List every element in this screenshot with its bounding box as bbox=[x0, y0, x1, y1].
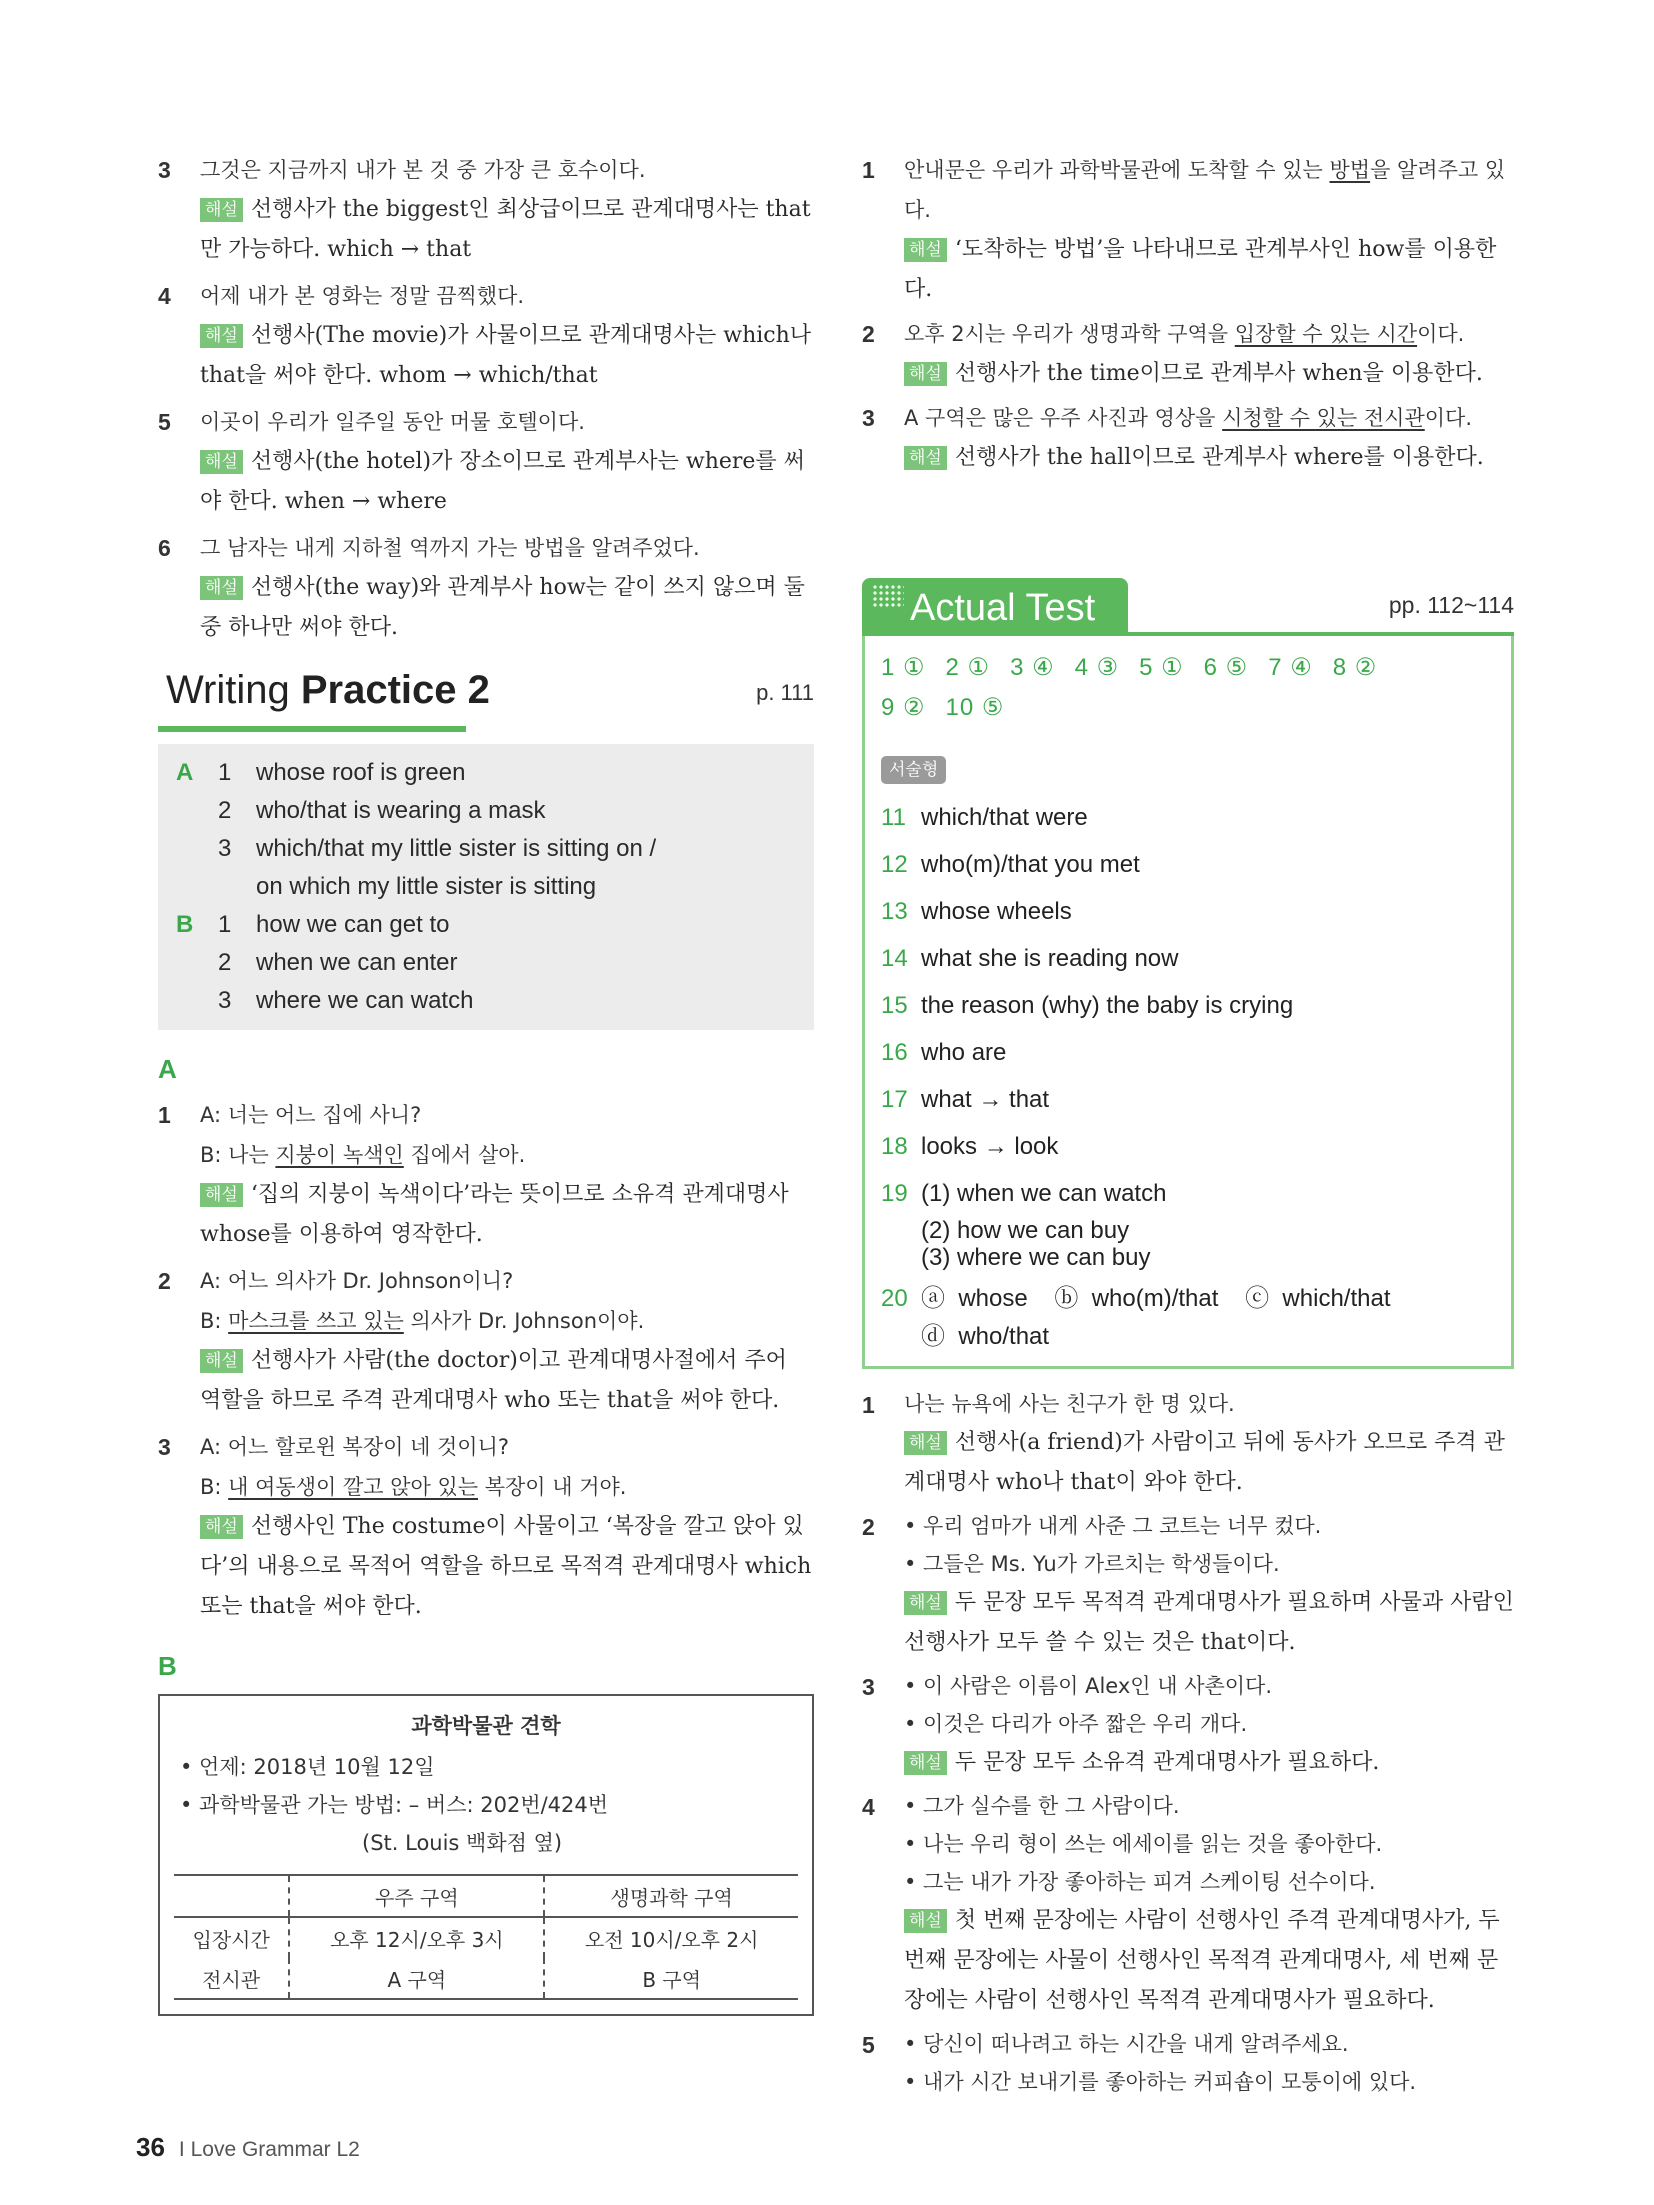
item-number: 5 bbox=[862, 2032, 875, 2058]
explanation-item bbox=[862, 1507, 1514, 1663]
answer-number: 18 bbox=[881, 1133, 908, 1160]
answer-row bbox=[176, 868, 800, 906]
notice-line: • 과학박물관 가는 방법: – 버스: 202번/424번 bbox=[180, 1793, 609, 1817]
actual-test-title: Actual Test bbox=[910, 587, 1096, 629]
mc-answer: 10 ⑤ bbox=[945, 694, 1005, 721]
answer-subline: (2) how we can buy bbox=[921, 1217, 1130, 1244]
korean-sentence: • 그들은 Ms. Yu가 가르치는 학생들이다. bbox=[904, 1552, 1280, 1576]
underlined-target: 지붕이 녹색인 bbox=[275, 1143, 404, 1167]
explanation-item bbox=[862, 1667, 1514, 1783]
explanation-text bbox=[200, 442, 814, 522]
speaker-prefix: B: bbox=[200, 1475, 229, 1499]
mc-answer: 6 ⑤ bbox=[1203, 654, 1249, 681]
explanation-body: 두 문장 모두 소유격 관계대명사가 필요하다. bbox=[954, 1750, 1380, 1775]
answer-text: which/that were bbox=[921, 804, 1088, 831]
explanation-item bbox=[158, 1095, 814, 1255]
table-cell bbox=[174, 1875, 289, 1917]
dialogue-line-b bbox=[200, 1301, 814, 1341]
answer-row bbox=[176, 830, 800, 868]
section-a-label: A bbox=[158, 1054, 177, 1084]
item-number: 2 bbox=[158, 1268, 171, 1294]
korean-sentence: • 이것은 다리가 아주 짧은 우리 개다. bbox=[904, 1712, 1248, 1736]
korean-sentence: • 나는 우리 형이 쓰는 에세이를 읽는 것을 좋아한다. bbox=[904, 1832, 1383, 1856]
book-title: I Love Grammar L2 bbox=[178, 2138, 360, 2161]
sentence-text: 이다. bbox=[1417, 322, 1465, 346]
korean-sentence: 그것은 지금까지 내가 본 것 중 가장 큰 호수이다. bbox=[200, 158, 646, 182]
answer-text: which/that my little sister is sitting on / bbox=[256, 835, 657, 862]
short-answer bbox=[881, 935, 1495, 982]
answer-subline: (3) where we can buy bbox=[921, 1244, 1151, 1271]
explanation-tag: 해설 bbox=[200, 324, 243, 348]
answer-number: 3 bbox=[218, 987, 232, 1014]
explanation-item bbox=[158, 528, 814, 648]
notice-line: (St. Louis 백화점 옆) bbox=[362, 1831, 563, 1855]
explanation-tag: 해설 bbox=[904, 362, 947, 386]
dialogue-line-b bbox=[200, 1135, 814, 1175]
notice-line: • 언제: 2018년 10월 12일 bbox=[180, 1755, 435, 1779]
explanation-tag: 해설 bbox=[904, 1431, 947, 1455]
korean-sentence: 나는 뉴욕에 사는 친구가 한 명 있다. bbox=[904, 1392, 1235, 1416]
mc-answer: 4 ③ bbox=[1074, 654, 1120, 681]
answer-text: who(m)/that you met bbox=[921, 851, 1140, 878]
speaker-prefix: A: bbox=[200, 1435, 228, 1459]
korean-sentence bbox=[904, 398, 1514, 438]
answer-number: 2 bbox=[218, 797, 232, 824]
item-number: 3 bbox=[158, 1434, 171, 1460]
explanation-text bbox=[904, 1743, 1514, 1783]
explanation-tag: 해설 bbox=[200, 1183, 243, 1207]
writing-practice-answer-box bbox=[158, 744, 814, 1030]
item-number: 2 bbox=[862, 321, 875, 347]
short-answer bbox=[881, 1076, 1495, 1123]
mc-answer: 7 ④ bbox=[1268, 654, 1313, 681]
explanation-tag: 해설 bbox=[200, 450, 243, 474]
korean-sentence: 그 남자는 내게 지하철 역까지 가는 방법을 알려주었다. bbox=[200, 536, 700, 560]
item-number: 1 bbox=[158, 1102, 171, 1128]
sentence-text: 이다. bbox=[1424, 406, 1472, 430]
item-number: 1 bbox=[862, 1392, 875, 1418]
item-number: 6 bbox=[158, 535, 171, 561]
answer-number: 11 bbox=[881, 804, 906, 831]
explanation-tag: 해설 bbox=[200, 576, 243, 600]
explanation-text bbox=[200, 1175, 814, 1255]
korean-sentence bbox=[904, 314, 1514, 354]
answer-number: 14 bbox=[881, 945, 908, 972]
table-cell: B 구역 bbox=[544, 1958, 798, 1999]
explanation-tag: 해설 bbox=[904, 1591, 947, 1615]
korean-sentence: 이곳이 우리가 일주일 동안 머물 호텔이다. bbox=[200, 410, 585, 434]
item-number: 4 bbox=[158, 283, 171, 309]
sentence-text: 안내문은 우리가 과학박물관에 도착할 수 있는 bbox=[904, 158, 1330, 182]
actual-test-header bbox=[862, 578, 1514, 634]
explanation-item bbox=[158, 150, 814, 270]
answer-text: whose roof is green bbox=[256, 759, 466, 786]
answer-text: who/that is wearing a mask bbox=[256, 797, 546, 824]
mc-answer: 1 ① bbox=[881, 654, 926, 681]
sentence-text: A 구역은 많은 우주 사진과 영상을 bbox=[904, 406, 1223, 430]
section-letter: B bbox=[176, 911, 194, 938]
right-column bbox=[862, 150, 1514, 2105]
short-answer bbox=[881, 1275, 1495, 1352]
table-cell: 오전 10시/오후 2시 bbox=[544, 1917, 798, 1958]
left-column bbox=[158, 150, 814, 2016]
explanation-text bbox=[200, 1341, 814, 1421]
explanation-text bbox=[904, 230, 1514, 310]
explanation-text bbox=[200, 316, 814, 396]
answer-text: the reason (why) the baby is crying bbox=[921, 992, 1294, 1019]
short-answer bbox=[881, 888, 1495, 935]
explanation-body: 첫 번째 문장에는 사람이 선행사인 주격 관계대명사가, 두 번째 문장에는 사물이 선행사인 목적격 관계대명사, 세 번째 문장에는 사람이 선행사인 목적격 관계대명사가 필요하다. bbox=[904, 1908, 1500, 2013]
answer-text: where we can watch bbox=[256, 987, 474, 1014]
answer-number: 1 bbox=[218, 911, 232, 938]
korean-sentence bbox=[904, 150, 1514, 230]
title-underline-bar bbox=[158, 726, 466, 732]
explanation-item bbox=[862, 398, 1514, 478]
underlined-target: 입장할 수 있는 시간 bbox=[1234, 322, 1418, 346]
answer-number: 17 bbox=[881, 1086, 908, 1113]
dots-decoration-icon bbox=[872, 584, 904, 608]
sentence-text: 오후 2시는 우리가 생명과학 구역을 bbox=[904, 322, 1235, 346]
item-number: 3 bbox=[862, 405, 875, 431]
answer-row bbox=[176, 792, 800, 830]
answer-text: whose wheels bbox=[921, 898, 1072, 925]
explanation-tag: 해설 bbox=[904, 1751, 947, 1775]
answer-row bbox=[176, 944, 800, 982]
explanation-text bbox=[904, 1901, 1514, 2021]
table-row bbox=[174, 1958, 798, 1999]
explanation-body: 두 문장 모두 목적격 관계대명사가 필요하며 사물과 사람인 선행사가 모두 쓸 수 있는 것은 that이다. bbox=[904, 1590, 1514, 1655]
dialogue-text: 집에서 살아. bbox=[403, 1143, 526, 1167]
dialogue-line-a bbox=[200, 1427, 814, 1467]
header-rule bbox=[862, 632, 1514, 636]
subjective-tag: 서술형 bbox=[881, 756, 946, 784]
mc-answer: 5 ① bbox=[1139, 654, 1184, 681]
underlined-target: 마스크를 쓰고 있는 bbox=[228, 1309, 404, 1333]
dialogue-text: 의사가 Dr. Johnson이야. bbox=[403, 1309, 645, 1333]
mc-answer: 8 ② bbox=[1332, 654, 1378, 681]
explanation-body: 선행사(the way)와 관계부사 how는 같이 쓰지 않으며 둘 중 하나만 써야 한다. bbox=[200, 575, 805, 640]
explanation-tag: 해설 bbox=[904, 238, 947, 262]
page-number: 36 bbox=[136, 2132, 165, 2162]
explanation-body: ‘도착하는 방법’을 나타내므로 관계부사인 how를 이용한다. bbox=[904, 237, 1497, 302]
explanation-item bbox=[862, 150, 1514, 310]
answer-row bbox=[176, 982, 800, 1020]
section-letter: A bbox=[176, 759, 194, 786]
explanation-tag: 해설 bbox=[904, 1909, 947, 1933]
short-answer-list bbox=[881, 794, 1495, 1352]
speaker-prefix: A: bbox=[200, 1269, 228, 1293]
dialogue-line-a bbox=[200, 1095, 814, 1135]
explanation-body: 선행사(a friend)가 사람이고 뒤에 동사가 오므로 주격 관계대명사 who나 that이 와야 한다. bbox=[904, 1430, 1505, 1495]
item-number: 3 bbox=[862, 1674, 875, 1700]
mc-answer: 2 ① bbox=[945, 654, 991, 681]
korean-sentence: • 그는 내가 가장 좋아하는 피겨 스케이팅 선수이다. bbox=[904, 1870, 1376, 1894]
answer-text: on which my little sister is sitting bbox=[256, 873, 597, 900]
answer-subline: ⓐ whose ⓑ who(m)/that ⓒ which/that bbox=[921, 1285, 1391, 1312]
explanation-text bbox=[200, 568, 814, 648]
short-answer bbox=[881, 1170, 1495, 1271]
table-cell: 전시관 bbox=[174, 1958, 289, 1999]
writing-practice-title: Writing Practice 2 bbox=[166, 668, 490, 712]
korean-sentence: 어제 내가 본 영화는 정말 끔찍했다. bbox=[200, 284, 525, 308]
reading-comprehension-explanations bbox=[862, 150, 1514, 478]
korean-sentence: • 우리 엄마가 내게 사준 그 코트는 너무 컸다. bbox=[904, 1514, 1322, 1538]
schedule-table bbox=[174, 1874, 798, 2000]
answer-text: when we can enter bbox=[256, 949, 458, 976]
item-number: 5 bbox=[158, 409, 171, 435]
explanation-tag: 해설 bbox=[200, 198, 243, 222]
underlined-target: 방법 bbox=[1329, 158, 1371, 182]
answer-row bbox=[176, 754, 800, 792]
answer-text: who are bbox=[921, 1039, 1007, 1066]
dialogue-text: 어느 할로윈 복장이 네 것이니? bbox=[227, 1435, 510, 1459]
speaker-prefix: B: 나는 bbox=[200, 1143, 276, 1167]
answer-text: how we can get to bbox=[256, 911, 450, 938]
answer-number: 15 bbox=[881, 992, 908, 1019]
explanation-body: ‘집의 지붕이 녹색이다’라는 뜻이므로 소유격 관계대명사 whose를 이용하여 영작한다. bbox=[200, 1182, 789, 1247]
page-reference: p. 111 bbox=[756, 680, 814, 705]
explanation-item bbox=[862, 1787, 1514, 2021]
explanation-tag: 해설 bbox=[200, 1349, 243, 1373]
answer-number: 16 bbox=[881, 1039, 908, 1066]
short-answer bbox=[881, 1029, 1495, 1076]
item-number: 2 bbox=[862, 1514, 875, 1540]
short-answer bbox=[881, 794, 1495, 841]
explanation-item bbox=[862, 1385, 1514, 1503]
error-correction-explanations bbox=[158, 150, 814, 648]
answer-text: what she is reading now bbox=[921, 945, 1179, 972]
item-number: 4 bbox=[862, 1794, 875, 1820]
notice-title: 과학박물관 견학 bbox=[411, 1714, 561, 1738]
table-cell: 입장시간 bbox=[174, 1917, 289, 1958]
museum-tour-notice bbox=[158, 1694, 814, 2016]
explanation-body: 선행사(the hotel)가 장소이므로 관계부사는 where를 써야 한다. when → where bbox=[200, 449, 805, 514]
explanation-text bbox=[200, 190, 814, 270]
explanation-text bbox=[904, 1583, 1514, 1663]
writing-practice-header bbox=[158, 668, 814, 732]
answer-number: 12 bbox=[881, 851, 908, 878]
explanation-body: 선행사가 the hall이므로 관계부사 where를 이용한다. bbox=[954, 445, 1484, 470]
answer-text: looks → look bbox=[921, 1133, 1059, 1160]
page-footer bbox=[136, 2132, 360, 2163]
speaker-prefix: B: bbox=[200, 1309, 229, 1333]
section-b-label: B bbox=[158, 1651, 177, 1681]
sentence-text: 을 알려주고 있다. bbox=[904, 158, 1506, 222]
item-number: 3 bbox=[158, 157, 171, 183]
korean-sentence: • 그가 실수를 한 그 사람이다. bbox=[904, 1794, 1180, 1818]
short-answer bbox=[881, 1123, 1495, 1170]
short-answer bbox=[881, 841, 1495, 888]
page-reference: pp. 112~114 bbox=[1388, 592, 1514, 618]
korean-sentence: • 내가 시간 보내기를 좋아하는 커피숍이 모퉁이에 있다. bbox=[904, 2070, 1417, 2094]
answer-number: 13 bbox=[881, 898, 908, 925]
explanation-tag: 해설 bbox=[904, 446, 947, 470]
explanation-text bbox=[904, 1423, 1514, 1503]
table-cell: 생명과학 구역 bbox=[544, 1875, 798, 1917]
korean-sentence: • 당신이 떠나려고 하는 시간을 내게 알려주세요. bbox=[904, 2032, 1349, 2056]
actual-test-answer-box bbox=[862, 634, 1514, 1369]
answer-number: 19 bbox=[881, 1180, 908, 1207]
explanation-body: 선행사인 The costume이 사물이고 ‘복장을 깔고 앉아 있다’의 내용으로 목적어 역할을 하므로 목적격 관계대명사 which 또는 that을 써야 한다. bbox=[200, 1514, 812, 1619]
explanation-body: 선행사(The movie)가 사물이므로 관계대명사는 which나 that을 써야 한다. whom → which/that bbox=[200, 323, 812, 388]
mc-answer: 3 ④ bbox=[1010, 654, 1055, 681]
answer-number: 1 bbox=[218, 759, 232, 786]
dialogue-text: 어느 의사가 Dr. Johnson이니? bbox=[227, 1269, 514, 1293]
dialogue-line-a bbox=[200, 1261, 814, 1301]
answer-number: 2 bbox=[218, 949, 232, 976]
explanation-item bbox=[158, 1427, 814, 1627]
explanation-item bbox=[158, 1261, 814, 1421]
answer-subline: (1) when we can watch bbox=[921, 1180, 1167, 1207]
answer-number: 3 bbox=[218, 835, 232, 862]
explanation-text bbox=[904, 354, 1514, 394]
explanation-item bbox=[862, 314, 1514, 394]
explanation-item bbox=[158, 276, 814, 396]
answer-row bbox=[176, 906, 800, 944]
actual-test-tab bbox=[862, 578, 1128, 634]
table-cell: 우주 구역 bbox=[289, 1875, 544, 1917]
multiple-choice-row bbox=[881, 688, 1495, 728]
section-a-explanations bbox=[158, 1095, 814, 1627]
item-number: 1 bbox=[862, 157, 875, 183]
multiple-choice-row bbox=[881, 648, 1495, 688]
explanation-tag: 해설 bbox=[200, 1515, 243, 1539]
short-answer bbox=[881, 982, 1495, 1029]
explanation-body: 선행사가 사람(the doctor)이고 관계대명사절에서 주어 역할을 하므로 주격 관계대명사 who 또는 that을 써야 한다. bbox=[200, 1348, 787, 1413]
answer-subline: ⓓ who/that bbox=[921, 1323, 1050, 1350]
answer-number: 20 bbox=[881, 1285, 908, 1312]
explanation-text bbox=[904, 438, 1514, 478]
mc-answer: 9 ② bbox=[881, 694, 926, 721]
table-cell: A 구역 bbox=[289, 1958, 544, 1999]
underlined-target: 시청할 수 있는 전시관 bbox=[1222, 406, 1425, 430]
explanation-body: 선행사가 the biggest인 최상급이므로 관계대명사는 that만 가능하다. which → that bbox=[200, 197, 811, 262]
dialogue-text: 너는 어느 집에 사니? bbox=[227, 1103, 422, 1127]
table-header-row bbox=[174, 1875, 798, 1917]
explanation-item bbox=[158, 402, 814, 522]
explanation-text bbox=[200, 1507, 814, 1627]
explanation-item bbox=[862, 2025, 1514, 2101]
explanation-body: 선행사가 the time이므로 관계부사 when을 이용한다. bbox=[954, 361, 1483, 386]
answer-text: what → that bbox=[921, 1086, 1050, 1113]
speaker-prefix: A: bbox=[200, 1103, 228, 1127]
actual-test-explanations bbox=[862, 1385, 1514, 2101]
dialogue-line-b bbox=[200, 1467, 814, 1507]
underlined-target: 내 여동생이 깔고 앉아 있는 bbox=[228, 1475, 479, 1499]
dialogue-text: 복장이 내 거야. bbox=[478, 1475, 627, 1499]
korean-sentence: • 이 사람은 이름이 Alex인 내 사촌이다. bbox=[904, 1674, 1273, 1698]
table-row bbox=[174, 1917, 798, 1958]
table-cell: 오후 12시/오후 3시 bbox=[289, 1917, 544, 1958]
